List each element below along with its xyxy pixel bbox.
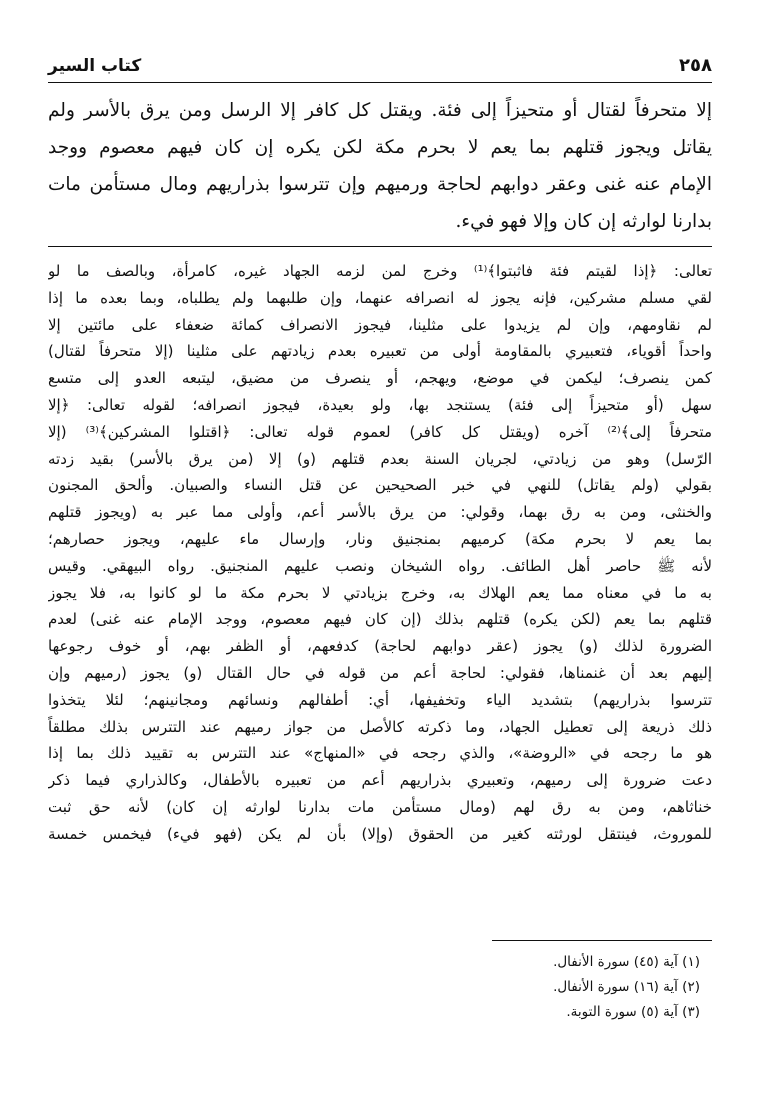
footnote: (٣) آية (٥) سورة التوبة. (566, 1004, 700, 1020)
commentary-line: تترسوا بذراريهم) بتشديد الياء وتخفيفها، أي: أطفالهم ونسائهم ومجانينهم؛ لئلا يتخذوا (48, 690, 712, 709)
page-number: ٢٥٨ (679, 55, 712, 76)
commentary-line: خناثاهم، ومن به رق لهم (ومال مستأمن مات بدارنا لوارثه إن كان) لأنه حق ثبت (48, 797, 712, 816)
commentary-line: تعالى: ﴿إذا لقيتم فئة فاثبتوا﴾⁽¹⁾ وخرج لمن لزمه الجهاد غيره، كامرأة، وبالصف ما لو (48, 262, 712, 280)
commentary-line: بما يعم لا بحرم مكة) كرميهم بمنجنيق ونار، وإرسال ماء عليهم، ويجوز حصارهم؛ (48, 529, 712, 548)
main-text-line: الإمام عنه غنى وعقر دوابهم لحاجة ورميهم وإن تترسوا بذراريهم ومال مستأمن مات (48, 174, 712, 195)
commentary-line: لأنه ﷺ حاصر أهل الطائف. رواه الشيخان ونصب عليهم المنجنيق. رواه البيهقي. وقيس (48, 556, 712, 575)
commentary-line: سهل (أو متحيزاً إلى فئة) يستنجد بها، ولو بعيدة، فيجوز انصرافه؛ لقوله تعالى: ﴿إلا (48, 395, 712, 414)
commentary-line: ذلك ذريعة إلى تعطيل الجهاد، وما ذكرته كالأصل من جواز رميهم عند التترس بذلك مطلقاً (48, 717, 712, 736)
footnote: (٢) آية (١٦) سورة الأنفال. (553, 979, 700, 995)
commentary-line: إليهم بعد أن غنمناها، فقولي: لحاجة أعم من قوله في حال القتال (و) يجوز (رميهم وإن (48, 663, 712, 682)
footnote-divider (492, 940, 712, 941)
commentary-line: بقولي (ولم يقاتل) للنهي في خبر الصحيحين عن قتل النساء والصبيان. وألحق المجنون (48, 476, 712, 495)
main-text-line: إلا متحرفاً لقتال أو متحيزاً إلى فئة. ويقتل كل كافر إلا الرسل ومن يرق بالأسر ولم (48, 100, 712, 121)
footnote: (١) آية (٤٥) سورة الأنفال. (553, 954, 700, 970)
commentary-line: لم نقاومهم، وإن لم يزيدوا على مثلينا، فيجوز الانصراف كمائة ضعفاء على مائتين إلا (48, 315, 712, 334)
commentary-line: الرّسل) وهو من زيادتي، لجريان السنة بعدم قتلهم (و) إلا (من يرق بالأسر) بقيد زدته (48, 449, 712, 468)
main-text-line: بدارنا لوارثه إن كان وإلا فهو فيء. (455, 211, 712, 232)
commentary-line: للموروث، فينتقل لورثته كغير من الحقوق (وإلا) بأن لم يكن (فهو فيء) فيخمس خمسة (48, 824, 712, 843)
commentary-line: هو ما رجحه في «الروضة»، والذي رجحه في «المنهاج» عند التترس به تقييد ذلك بما إذا (48, 744, 712, 763)
commentary-line: به ما في معناه مما يعم الهلاك به، وخرج بزيادتي لا بحرم مكة ما لو كانوا به، فلا يجوز (48, 583, 712, 602)
main-text (48, 92, 712, 240)
commentary-text (48, 258, 712, 848)
main-text-line: يقاتل ويجوز قتلهم بما يعم لا بحرم مكة لكن يكره إن كان فيهم معصوم ووجد (48, 137, 712, 158)
book-title: كتاب السير (48, 56, 142, 76)
section-divider (48, 246, 712, 247)
commentary-line: دعت ضرورة إلى رميهم، وتعبيري بذراريهم أعم من تعبيره بالأطفال، وكالذراري فيما ذكر (48, 771, 712, 790)
commentary-line: متحرفاً إلى﴾⁽²⁾ آخره (ويقتل كل كافر) لعموم قوله تعالى: ﴿اقتلوا المشركين﴾⁽³⁾ (إلا (48, 422, 712, 441)
commentary-line: واحداً أقوياء، فتعبيري بالمقاومة أولى من تعبيره بعدم زيادتهم على مثلينا (إلا متحرفاً لقتال) (48, 342, 712, 361)
commentary-line: والخنثى، ومن به رق بهما، وقولي: من يرق بالأسر أعم، وأولى مما عبر به (ويجوز قتلهم (48, 503, 712, 522)
commentary-line: كمن ينصرف؛ ليكمن في موضع، ويهجم، أو ينصرف من مضيق، ليتبعه العدو إلى متسع (48, 369, 712, 388)
page-header (48, 46, 712, 83)
commentary-line: الضرورة لذلك (و) يجوز (عقر دوابهم لحاجة) كدفعهم، أو الظفر بهم، أو خوف رجوعها (48, 637, 712, 656)
footnotes (48, 950, 700, 1025)
commentary-line: لقي مسلم مشركين، فإنه يجوز له انصرافه عنهما، وإن طلبهما ولم يطلباه، وبما بعده ما إذا (48, 288, 712, 307)
commentary-line: قتلهم بما يعم (لكن يكره) قتلهم بذلك (إن كان فيهم معصوم، ووجد الإمام عنه غنى) لعدم (48, 610, 712, 629)
